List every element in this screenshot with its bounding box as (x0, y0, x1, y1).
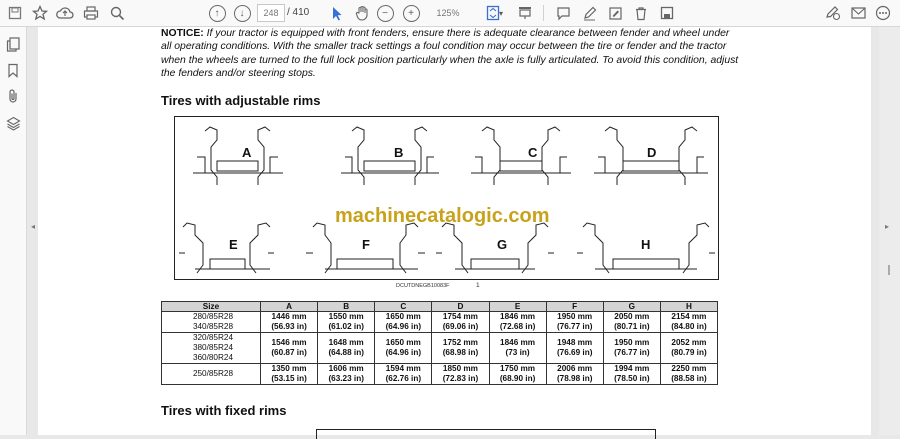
mm-value: 2050 mm (614, 312, 650, 321)
save-document-icon[interactable] (656, 3, 678, 23)
diagram-caption: DCUTDNEGB10083F (396, 283, 450, 289)
vertical-scrollbar[interactable] (879, 27, 900, 435)
mm-value: 1754 mm (442, 312, 478, 321)
dimension-cell (432, 364, 489, 385)
table-header-row (162, 302, 718, 312)
tire-dimensions-table (161, 301, 718, 385)
notice-text: If your tractor is equipped with front fenders, ensure there is adequate clearance between fender and wheel under all operating conditions. With the smaller track settings a foul condition may occur between the tire or fender and the tractor when the wheels are turned to the full lock position particularly when the axle is fully articulated. To avoid this condition, adjust the fenders and/or steering stops. (161, 28, 739, 80)
mm-value: 1948 mm (557, 338, 593, 347)
table-row (162, 364, 718, 385)
inch-value: (88.58 in) (671, 374, 707, 383)
dimension-cell (603, 312, 660, 333)
size-value: 360/80R24 (192, 353, 233, 362)
previous-page-button[interactable] (206, 3, 228, 23)
dimension-cell (603, 333, 660, 364)
pdf-toolbar (0, 0, 900, 27)
mm-value: 1594 mm (385, 364, 421, 373)
dimension-cell (546, 364, 603, 385)
dimension-cell (660, 312, 717, 333)
inch-value: (53.15 in) (271, 374, 307, 383)
diagram-label-a: A (242, 145, 252, 160)
dimension-cell (660, 333, 717, 364)
mm-value: 2052 mm (671, 338, 707, 347)
inch-value: (78.98 in) (556, 374, 593, 383)
dimension-cell (432, 312, 489, 333)
inch-value: (84.80 in) (671, 322, 707, 331)
next-page-button[interactable] (231, 3, 253, 23)
dimension-cell (318, 312, 375, 333)
mm-value: 1950 mm (614, 338, 650, 347)
sign-icon[interactable] (822, 3, 844, 23)
document-page (38, 27, 871, 435)
mm-value: 2250 mm (671, 364, 707, 373)
dimension-cell (489, 333, 546, 364)
dimension-cell (375, 364, 432, 385)
dimension-cell (489, 364, 546, 385)
mm-value: 1650 mm (385, 338, 421, 347)
fixed-rims-diagram-partial (316, 429, 656, 439)
table-header: H (660, 302, 717, 312)
table-header: B (318, 302, 375, 312)
bookmark-star-icon[interactable] (29, 3, 51, 23)
mm-value: 1648 mm (328, 338, 364, 347)
inch-value: (60.87 in) (271, 348, 307, 357)
mm-value: 1350 mm (271, 364, 307, 373)
table-header: G (603, 302, 660, 312)
collapse-right-panel-icon[interactable]: ▸ (885, 222, 890, 231)
mm-value: 1546 mm (271, 338, 307, 347)
mm-value: 1446 mm (271, 312, 307, 321)
inch-value: (72.83 in) (442, 374, 479, 383)
search-icon[interactable] (106, 3, 128, 23)
trash-icon[interactable] (630, 3, 652, 23)
zoom-in-button[interactable] (400, 3, 422, 23)
inch-value: (80.79 in) (671, 348, 707, 357)
plus-icon: + (403, 5, 420, 22)
mm-value: 1994 mm (614, 364, 650, 373)
rim-settings-diagram (174, 116, 719, 280)
dimension-cell (261, 333, 318, 364)
table-header: A (261, 302, 318, 312)
scrollbar-grip-icon[interactable] (888, 265, 890, 275)
wheel-pair-c (471, 127, 571, 185)
upload-cloud-icon[interactable] (54, 3, 76, 23)
inch-value: (72.68 in) (499, 322, 536, 331)
wheel-pair-a (193, 127, 283, 185)
rim-settings-drawing (175, 117, 720, 281)
table-row (162, 333, 718, 364)
inch-value: (68.98 in) (442, 348, 479, 357)
inch-value: (80.71 in) (614, 322, 650, 331)
dimension-cell (261, 364, 318, 385)
mm-value: 1606 mm (328, 364, 364, 373)
pages-thumbnail-icon[interactable] (5, 36, 21, 52)
size-cell (162, 312, 261, 333)
mm-value: 1550 mm (328, 312, 364, 321)
size-value: 250/85R28 (192, 369, 233, 378)
diagram-label-b: B (394, 145, 404, 160)
mm-value: 1850 mm (442, 364, 478, 373)
save-icon[interactable] (4, 3, 26, 23)
mm-value: 1950 mm (557, 312, 593, 321)
inch-value: (76.69 in) (556, 348, 593, 357)
page-total: / 410 (287, 7, 310, 18)
inch-value: (68.90 in) (499, 374, 536, 383)
dimension-cell (546, 333, 603, 364)
inch-value: (76.77 in) (614, 348, 650, 357)
inch-value: (64.96 in) (385, 322, 422, 331)
diagram-label-g: G (497, 237, 508, 252)
inch-value: (61.02 in) (328, 322, 364, 331)
inch-value: (62.76 in) (385, 374, 422, 383)
mm-value: 2154 mm (671, 312, 707, 321)
dimension-cell (546, 312, 603, 333)
attachment-icon[interactable] (5, 88, 21, 104)
diagram-label-f: F (362, 237, 370, 252)
zoom-out-button[interactable] (374, 3, 396, 23)
inch-value: (76.77 in) (556, 322, 593, 331)
page-number-input[interactable]: 248 (257, 4, 285, 22)
mm-value: 2006 mm (557, 364, 593, 373)
inch-value: (64.96 in) (385, 348, 422, 357)
comment-icon[interactable] (552, 3, 574, 23)
zoom-level-select[interactable] (428, 4, 468, 22)
inch-value: (63.23 in) (328, 374, 364, 383)
inch-value: (78.50 in) (614, 374, 650, 383)
table-header: D (432, 302, 489, 312)
diagram-label-d: D (647, 145, 657, 160)
diagram-caption-number: 1 (476, 282, 480, 289)
pen-icon[interactable] (578, 3, 600, 23)
chevron-down-icon[interactable]: ▾ (498, 8, 503, 18)
mm-value: 1750 mm (500, 364, 536, 373)
table-row (162, 312, 718, 333)
table-header: Size (162, 302, 261, 312)
bookmark-icon[interactable] (5, 62, 21, 78)
dimension-cell (660, 364, 717, 385)
mm-value: 1752 mm (442, 338, 478, 347)
dimension-cell (603, 364, 660, 385)
table-header: C (375, 302, 432, 312)
heading-adjustable-rims: Tires with adjustable rims (161, 93, 321, 108)
size-cell (162, 364, 261, 385)
left-sidebar (0, 27, 27, 435)
print-icon[interactable] (80, 3, 102, 23)
highlight-icon[interactable] (604, 3, 626, 23)
arrow-down-icon: ↓ (234, 5, 251, 22)
more-options-icon[interactable] (872, 3, 894, 23)
diagram-label-c: C (528, 145, 538, 160)
arrow-up-icon: ↑ (209, 5, 226, 22)
size-value: 320/85R24 (192, 333, 233, 342)
dimension-cell (261, 312, 318, 333)
diagram-label-e: E (229, 237, 238, 252)
size-value: 280/85R28 (192, 312, 233, 321)
zoom-level: 125% (436, 8, 460, 18)
diagram-label-h: H (641, 237, 651, 252)
heading-fixed-rims: Tires with fixed rims (161, 403, 287, 418)
notice-paragraph (161, 27, 741, 81)
collapse-left-panel-icon[interactable]: ◂ (31, 222, 36, 231)
wheel-pair-e (179, 223, 274, 273)
inch-value: (69.06 in) (442, 322, 479, 331)
watermark-text: machinecatalogic.com (335, 205, 550, 227)
notice-label: NOTICE: (161, 28, 204, 39)
table-header: E (489, 302, 546, 312)
inch-value: (56.93 in) (271, 322, 307, 331)
size-cell (162, 333, 261, 364)
select-tool-button[interactable] (326, 3, 348, 23)
wheel-pair-b (341, 127, 439, 185)
mail-icon[interactable] (847, 3, 869, 23)
minus-icon: − (377, 5, 394, 22)
dimension-cell (375, 333, 432, 364)
hand-tool-button[interactable] (351, 3, 373, 23)
inch-value: (73 in) (505, 348, 530, 357)
inch-value: (64.88 in) (328, 348, 364, 357)
toolbar-divider (543, 5, 544, 21)
layers-icon[interactable] (5, 115, 21, 131)
mm-value: 1650 mm (385, 312, 421, 321)
table-header: F (546, 302, 603, 312)
dimension-cell (318, 364, 375, 385)
size-value: 340/85R28 (192, 322, 233, 331)
dimension-cell (432, 333, 489, 364)
wheel-pair-g (436, 223, 554, 273)
dimension-cell (375, 312, 432, 333)
dimension-cell (489, 312, 546, 333)
dimension-cell (318, 333, 375, 364)
mm-value: 1846 mm (500, 338, 536, 347)
presentation-icon[interactable] (514, 3, 536, 23)
mm-value: 1846 mm (500, 312, 536, 321)
size-value: 380/85R24 (192, 343, 233, 352)
